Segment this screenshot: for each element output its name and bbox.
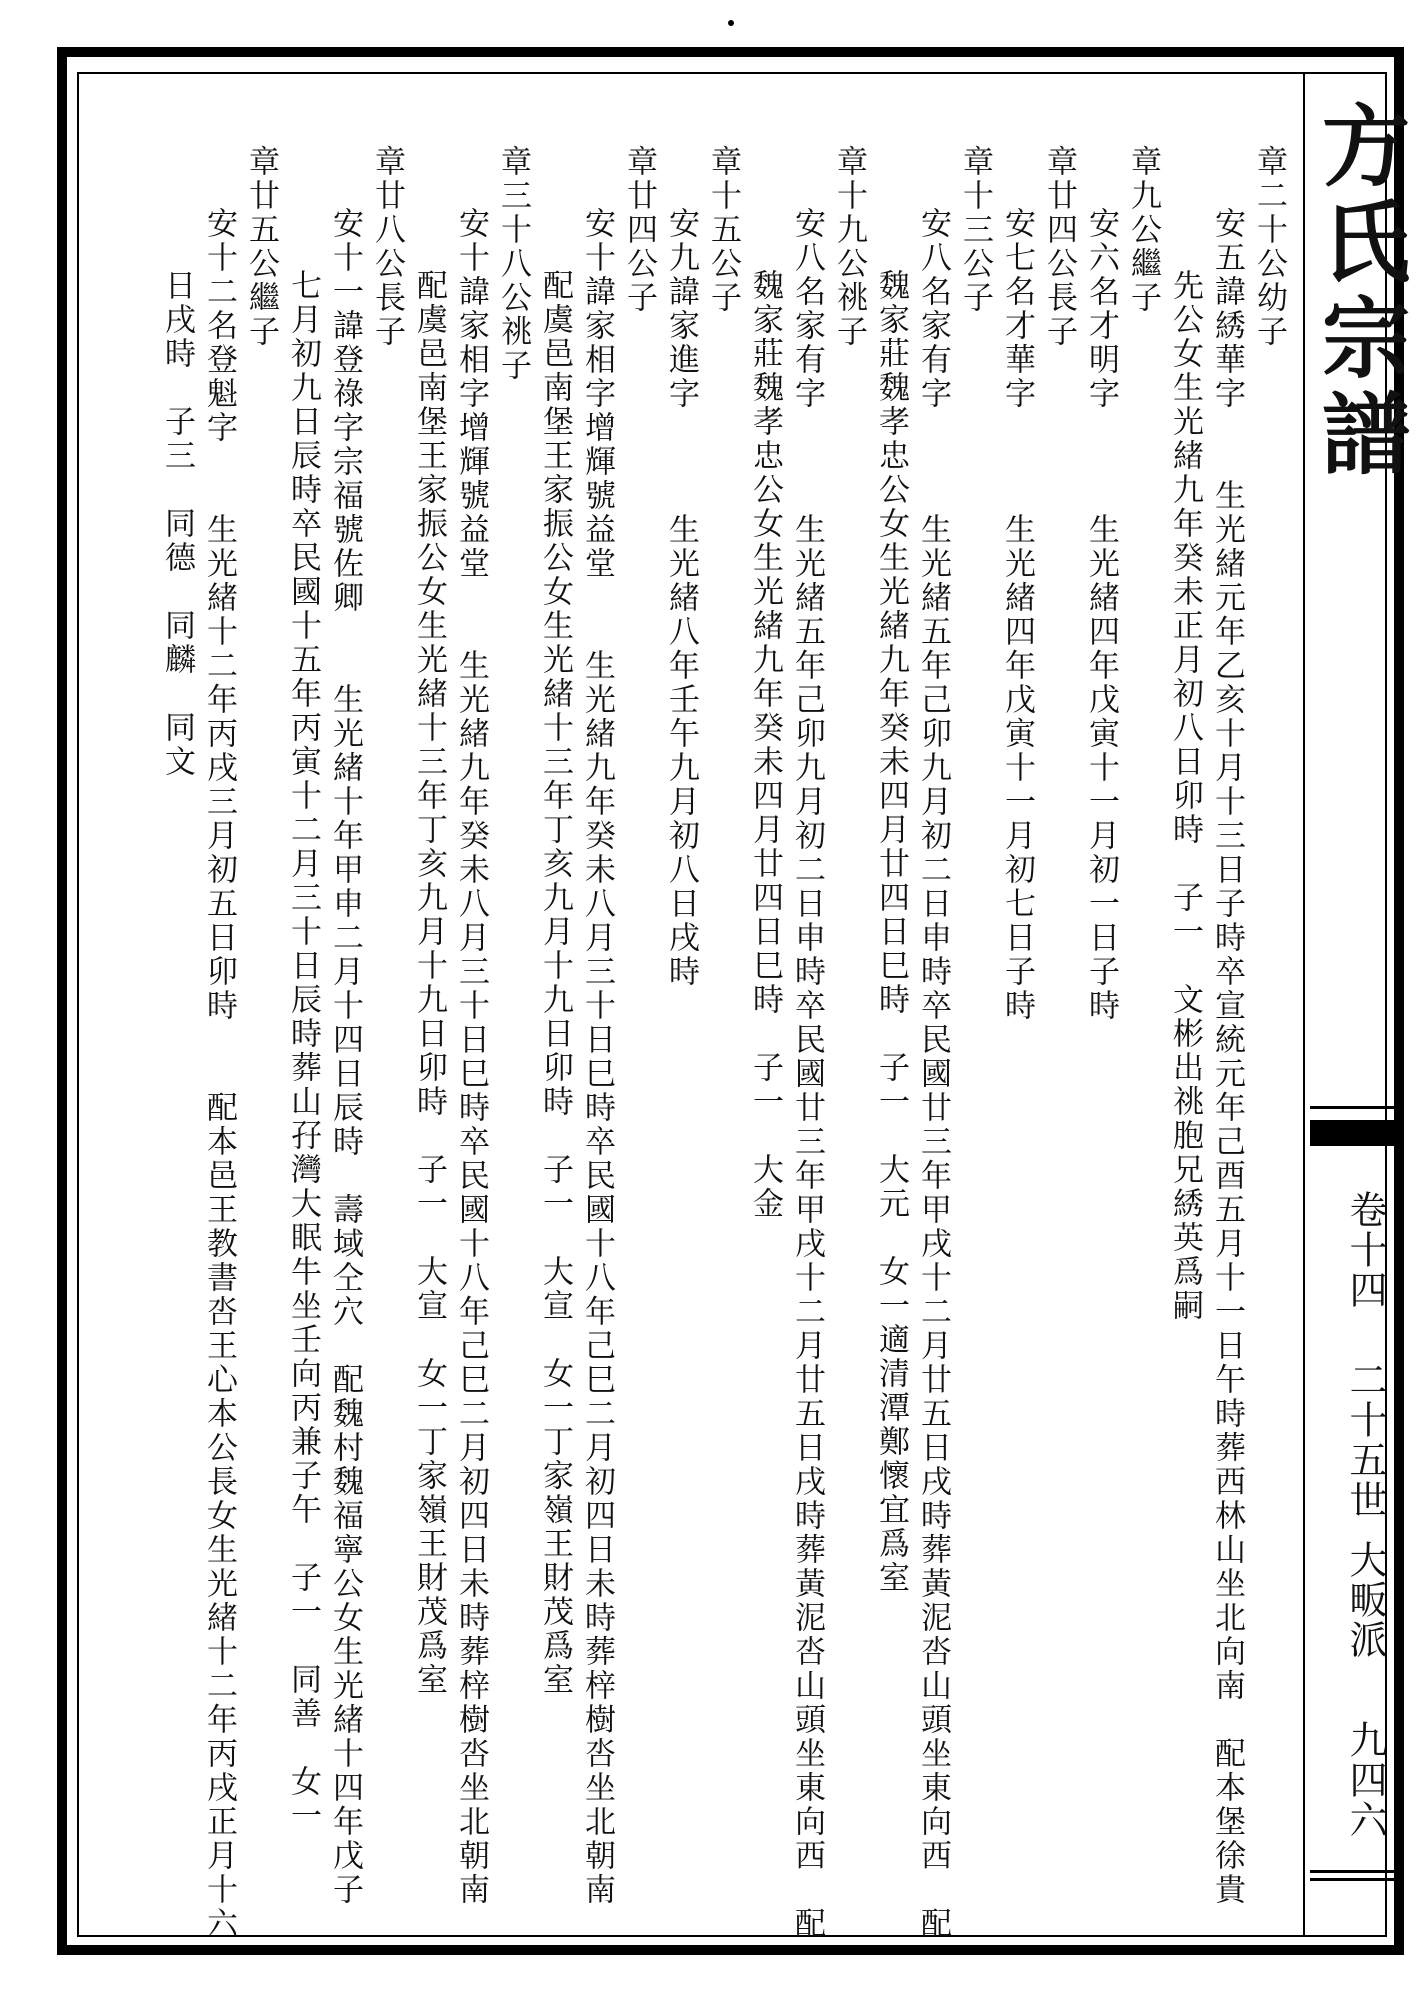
text-column: 章十九公祧子 (831, 145, 867, 349)
text-column: 章廿五公繼子 (243, 145, 279, 349)
text-column: 安十一諱登祿字宗福號佐卿 生光緒十年甲申二月十四日辰時 壽域仝穴 配魏村魏福寧公女生光緒十四年戊子 (327, 207, 363, 1907)
text-column: 配虞邑南堡王家振公女生光緒十三年丁亥九月十九日卯時 子一 大宣 女一丁家嶺王財茂爲室 (411, 269, 447, 1697)
text-column: 魏家莊魏孝忠公女生光緒九年癸未四月廿四日巳時 子一 大元 女一適清潭鄭懷宜爲室 (873, 269, 909, 1595)
text-column: 安八名家有字 生光緒五年己卯九月初二日申時卒民國廿三年甲戌十二月廿五日戌時葬黃泥呇山頭坐東向西 配 (915, 207, 951, 1941)
text-column: 配虞邑南堡王家振公女生光緒十三年丁亥九月十九日卯時 子一 大宣 女一丁家嶺王財茂爲室 (537, 269, 573, 1697)
binding-mark (728, 20, 734, 26)
generation-label: 二十五世 (1343, 1360, 1387, 1520)
text-column: 七月初九日辰時卒民國十五年丙寅十二月三十日辰時葬山孖灣大眠牛坐壬向丙兼子午 子一 同善 女一 (285, 269, 321, 1833)
spine-divider (1303, 72, 1305, 1937)
genealogy-text (156, 145, 1290, 1941)
text-column: 安九諱家進字 生光緒八年壬午九月初八日戌時 (663, 207, 699, 989)
text-column: 安十諱家相字增輝號益堂 生光緒九年癸未八月三十日巳時卒民國十八年己巳二月初四日未時葬梓樹呇坐北朝南 (453, 207, 489, 1907)
volume-label: 卷十四 (1343, 1190, 1387, 1310)
text-column: 安五諱綉華字 生光緒元年乙亥十月十三日子時卒宣統元年己酉五月十一日午時葬西林山坐北向南 配本堡徐貴 (1209, 207, 1245, 1907)
text-column: 日戌時 子三 同德 同麟 同文 (159, 269, 195, 779)
title-separator-band (1310, 1120, 1400, 1146)
text-column: 章九公繼子 (1125, 145, 1161, 315)
title-separator-line (1310, 1106, 1400, 1109)
hall-separator-line-2 (1310, 1878, 1400, 1881)
hall-separator-line-1 (1310, 1870, 1400, 1873)
text-column: 章廿八公長子 (369, 145, 405, 349)
branch-label: 大畈派 (1343, 1540, 1387, 1660)
text-column: 安十二名登魁字 生光緒十二年丙戌三月初五日卯時 配本邑王教書呇王心本公長女生光緒十二年丙戌正月十六 (201, 207, 237, 1941)
text-column: 章三十八公祧子 (495, 145, 531, 383)
text-column: 魏家莊魏孝忠公女生光緒九年癸未四月廿四日巳時 子一 大金 (747, 269, 783, 1221)
text-column: 章十五公子 (705, 145, 741, 315)
page-number: 九四六 (1343, 1720, 1387, 1840)
text-column: 安八名家有字 生光緒五年己卯九月初二日申時卒民國廿三年甲戌十二月廿五日戌時葬黃泥呇山頭坐東向西 配 (789, 207, 825, 1941)
text-column: 安六名才明字 生光緒四年戊寅十一月初一日子時 (1083, 207, 1119, 1023)
text-column: 章廿四公子 (621, 145, 657, 315)
text-column: 章二十公幼子 (1251, 145, 1287, 349)
text-column: 安十諱家相字增輝號益堂 生光緒九年癸未八月三十日巳時卒民國十八年己巳二月初四日未時葬梓樹呇坐北朝南 (579, 207, 615, 1907)
text-column: 安七名才華字 生光緒四年戊寅十一月初七日子時 (999, 207, 1035, 1023)
book-title: 方氏宗譜 (1308, 100, 1412, 484)
text-column: 章十三公子 (957, 145, 993, 315)
text-column: 先公女生光緒九年癸未正月初八日卯時 子一 文彬出祧胞兄綉英爲嗣 (1167, 269, 1203, 1323)
text-column: 章廿四公長子 (1041, 145, 1077, 349)
